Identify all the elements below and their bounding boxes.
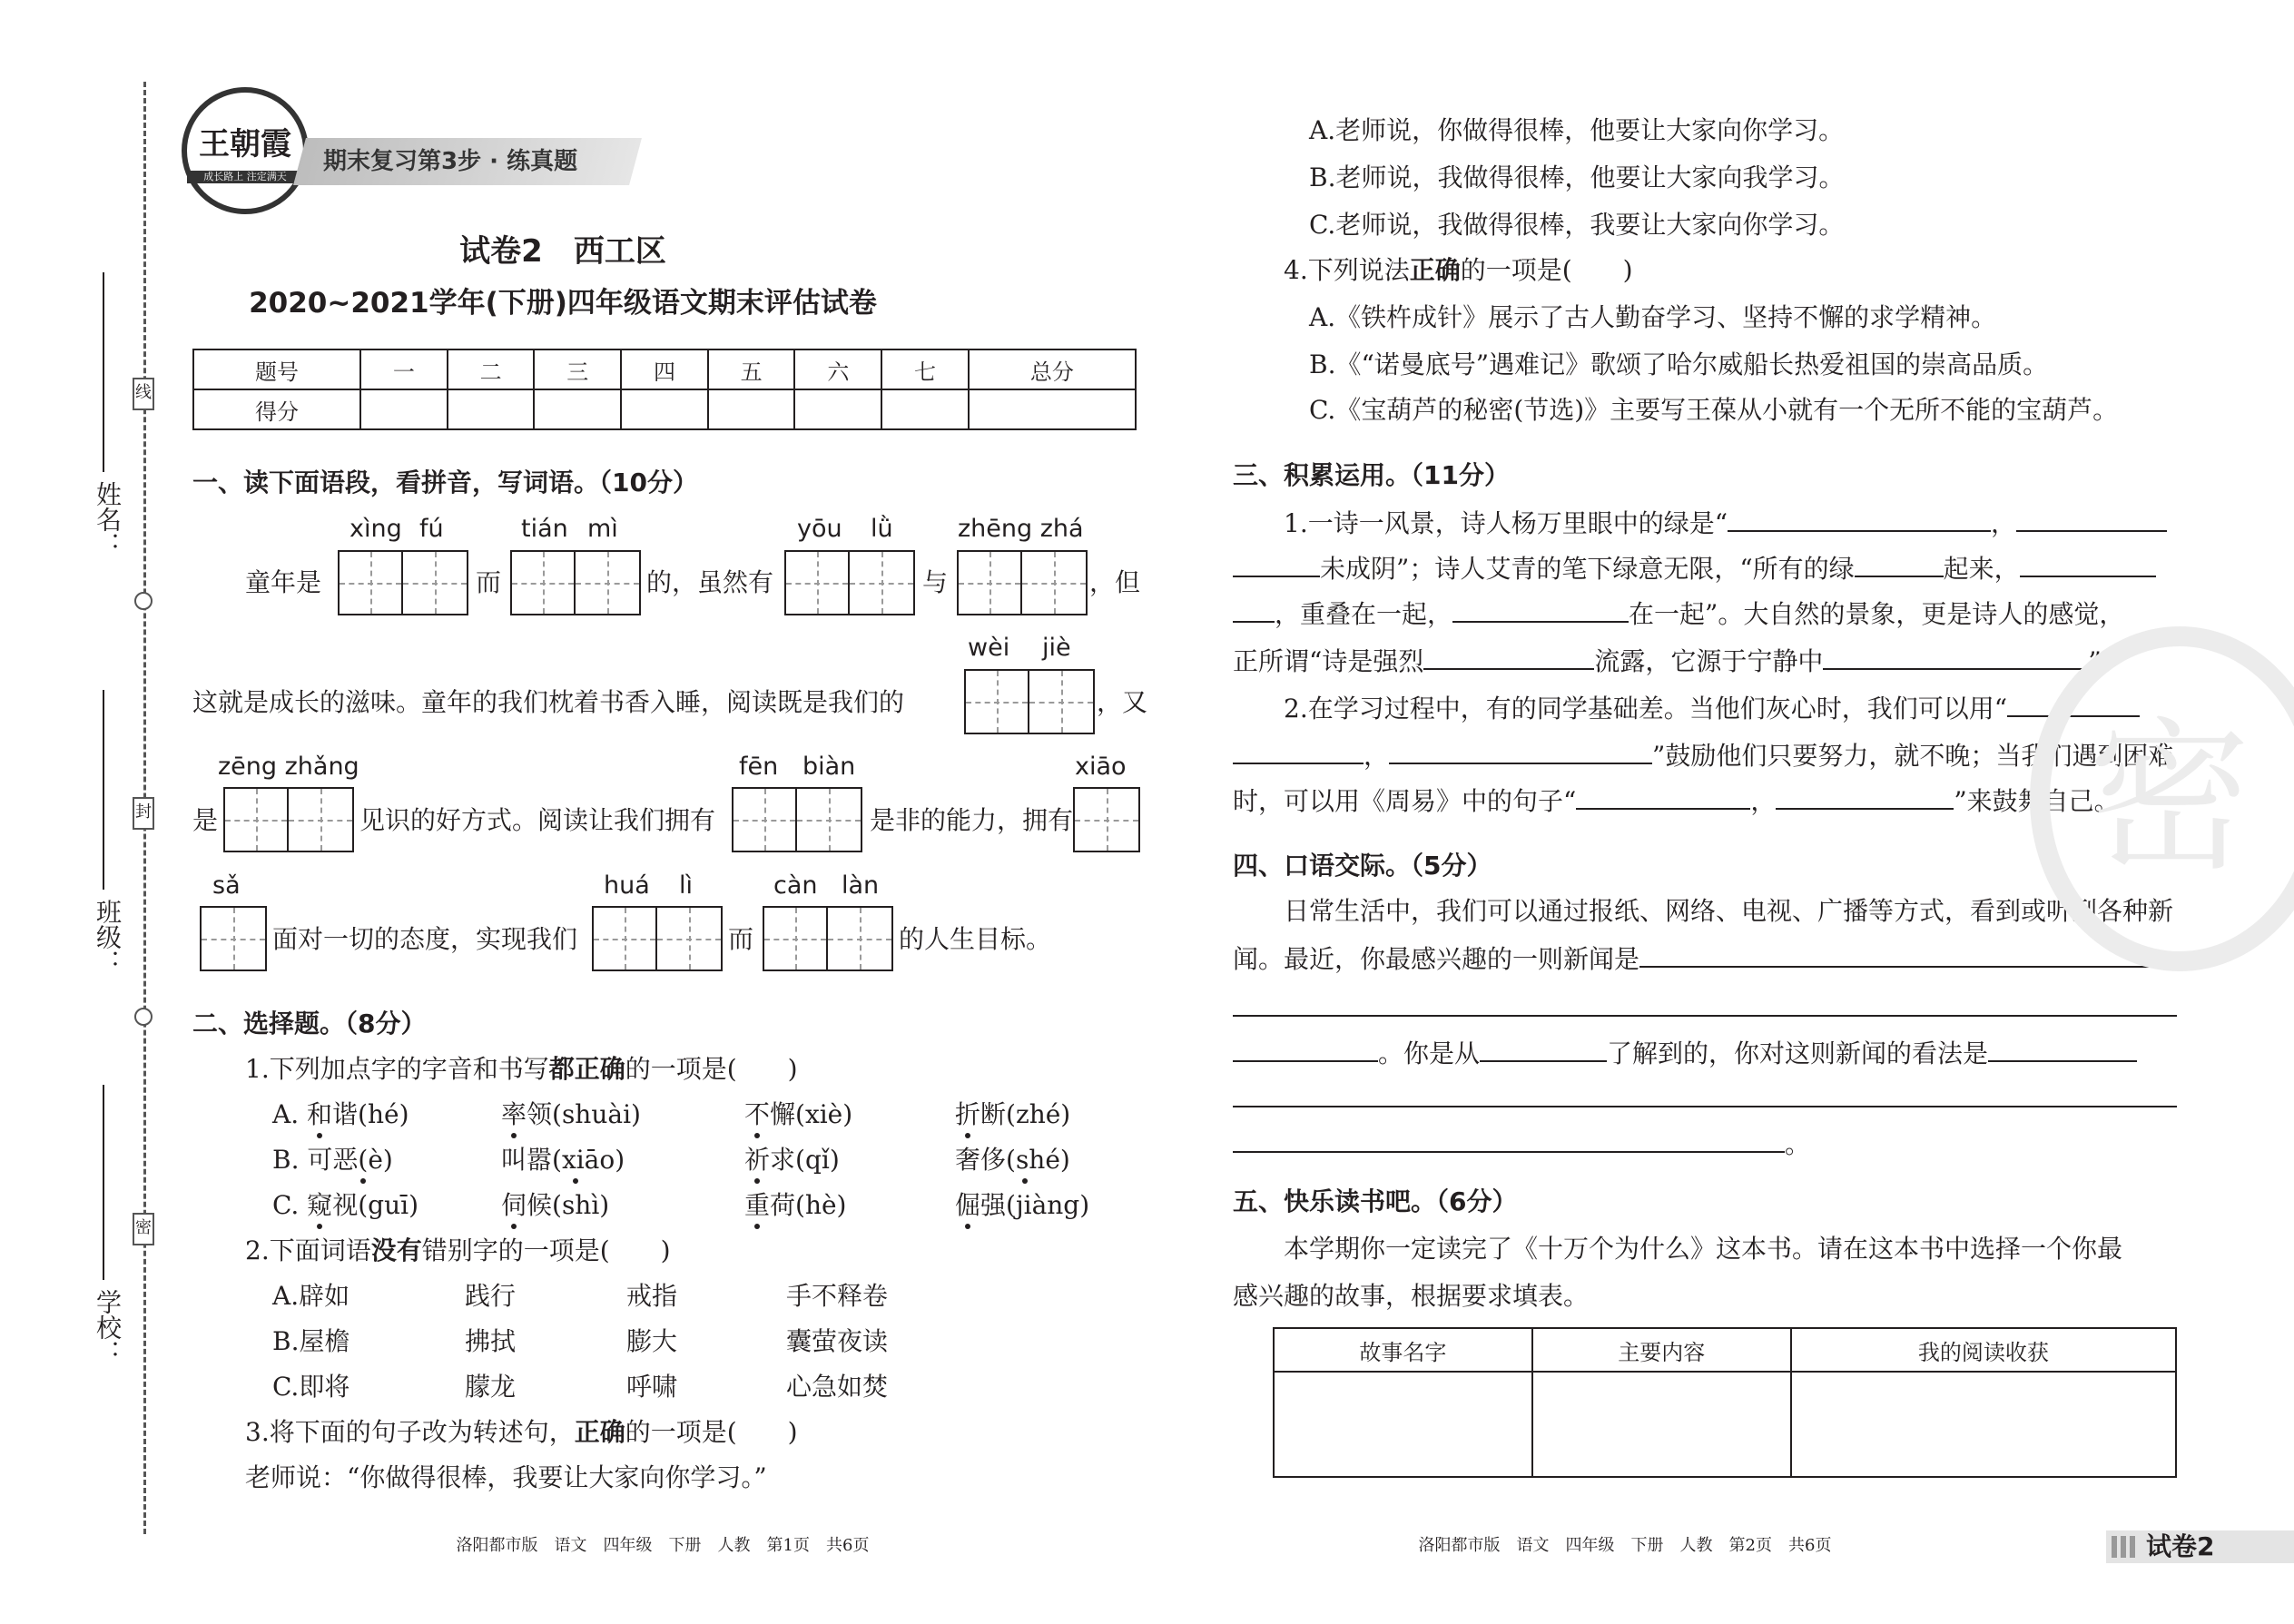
s3-text: ”。 xyxy=(2088,646,2127,676)
section5-heading: 五、快乐读书吧。（6分） xyxy=(1233,1186,1518,1216)
q3-option-b: B.老师说，我做得很棒，他要让大家向我学习。 xyxy=(1309,162,1845,192)
passage-text: ，但 xyxy=(1089,567,1141,597)
q2-option: A.辟如 xyxy=(272,1281,350,1311)
step-banner-text: 期末复习第3步 · 练真题 xyxy=(323,148,578,175)
q1-emphasis: 都正确 xyxy=(548,1054,625,1084)
answer-blank xyxy=(1576,782,1750,810)
passage-text: 的人生目标。 xyxy=(899,924,1052,954)
binding-circle xyxy=(134,1008,153,1026)
option-rest: 可 xyxy=(307,1145,333,1175)
score-cell: 总分 xyxy=(969,349,1136,389)
s3-line2 xyxy=(1233,550,2156,587)
passage-text: 与 xyxy=(922,567,949,597)
q1-option-c xyxy=(744,1187,846,1224)
section3-heading: 三、积累运用。（11分） xyxy=(1233,460,1510,490)
q3-text: 3.将下面的句子改为转述句， xyxy=(245,1417,575,1447)
s4-line2 xyxy=(1233,940,2155,978)
s4-line6 xyxy=(1233,1126,1810,1163)
score-cell: 三 xyxy=(534,349,621,389)
q1-option-a xyxy=(955,1097,1070,1133)
brand-logo-text: 王朝霞 xyxy=(199,126,291,162)
dotted-char: 伺 xyxy=(501,1190,527,1220)
option-rest: 强(jiàng) xyxy=(980,1190,1090,1220)
section4-heading: 四、口语交际。（5分） xyxy=(1233,851,1492,881)
q2-option: 囊萤夜读 xyxy=(786,1326,889,1356)
s3-line7 xyxy=(1233,782,2120,820)
reading-table-col: 我的阅读收获 xyxy=(1791,1328,2176,1372)
dotted-char: 倔 xyxy=(955,1190,981,1220)
score-cell: 六 xyxy=(794,349,881,389)
binding-circle xyxy=(134,592,153,610)
answer-blank xyxy=(1233,595,1275,623)
passage-text: 童年是 xyxy=(245,567,322,597)
option-rest: 奢 xyxy=(955,1145,981,1175)
q2-text: 错别字的一项是( ) xyxy=(421,1235,671,1265)
school-line xyxy=(103,1085,104,1280)
dotted-char: 恶(è) xyxy=(332,1145,393,1175)
paper-tag-pattern xyxy=(2112,1536,2137,1558)
reading-table-cell xyxy=(1791,1372,2176,1477)
answer-blank xyxy=(1776,782,1954,810)
answer-blank xyxy=(1988,1035,2137,1062)
answer-blank xyxy=(2020,550,2156,577)
score-table-header-row xyxy=(193,349,1136,389)
dotted-char: 窥 xyxy=(307,1190,333,1220)
footer-right: 洛阳都市版 语文 四年级 下册 人教 第2页 共6页 xyxy=(1418,1536,1832,1555)
q2-emphasis: 没有 xyxy=(370,1235,422,1265)
pinyin: fēn xyxy=(739,753,779,781)
reading-table-cell xyxy=(1274,1372,1532,1477)
q3-option-a: A.老师说，你做得很棒，他要让大家向你学习。 xyxy=(1309,115,1845,145)
s3-text: ”来鼓舞自己。 xyxy=(1954,786,2120,816)
watermark-glyph: 密 xyxy=(2088,704,2252,893)
q1-text: 的一项是( ) xyxy=(625,1054,798,1084)
q3-emphasis: 正确 xyxy=(574,1417,625,1447)
reading-table-col: 主要内容 xyxy=(1532,1328,1791,1372)
passage-text: 是 xyxy=(192,805,219,835)
s3-text: ， xyxy=(1750,786,1777,816)
s3-text: 2.在学习过程中，有的同学基础差。当他们灰心时，我们可以用“ xyxy=(1284,694,2008,723)
passage-text: 面对一切的态度，实现我们 xyxy=(272,924,578,954)
option-rest: 谐(hé) xyxy=(332,1099,409,1129)
option-rest: 求(qǐ) xyxy=(770,1145,840,1175)
s4-line1: 日常生活中，我们可以通过报纸、网络、电视、广播等方式，看到或听到各种新 xyxy=(1284,896,2174,926)
q2-option: 戒指 xyxy=(626,1281,678,1311)
q4-text: 4.下列说法 xyxy=(1284,255,1410,285)
s3-text: 正所谓“诗是强烈 xyxy=(1233,646,1424,676)
answer-blank xyxy=(1233,737,1364,764)
option-rest: 荷(hè) xyxy=(770,1190,847,1220)
s4-text: 闻。最近，你最感兴趣的一则新闻是 xyxy=(1233,944,1640,974)
class-line xyxy=(103,690,104,890)
answer-blank xyxy=(2016,505,2167,532)
score-cell xyxy=(881,389,969,429)
q1-option-a xyxy=(501,1097,641,1133)
option-letter: C. xyxy=(272,1190,300,1220)
score-cell xyxy=(360,389,448,429)
s3-text: 起来， xyxy=(1943,554,2020,584)
writing-box xyxy=(200,906,267,971)
score-table xyxy=(192,349,1137,430)
writing-box xyxy=(338,550,468,615)
writing-box xyxy=(510,550,641,615)
s3-line4 xyxy=(1233,643,2127,680)
q2-text: 2.下面词语 xyxy=(245,1235,371,1265)
writing-box xyxy=(784,550,915,615)
score-cell xyxy=(534,389,621,429)
paper-tag: 试卷2 xyxy=(2146,1531,2215,1561)
q2-option: 拂拭 xyxy=(465,1326,517,1356)
q1-option-b xyxy=(955,1142,1070,1178)
score-cell: 一 xyxy=(360,349,448,389)
q1-option-c xyxy=(501,1187,609,1224)
dotted-char: 折 xyxy=(955,1099,981,1129)
s3-text: 未成阴”；诗人艾青的笔下绿意无限，“所有的绿 xyxy=(1320,554,1855,584)
writing-box xyxy=(763,906,893,971)
writing-box xyxy=(1073,787,1140,852)
q1-option-c xyxy=(955,1187,1089,1224)
score-cell: 得分 xyxy=(193,389,360,429)
binding-mark-line: 线 xyxy=(133,378,154,410)
pinyin: xìng xyxy=(350,515,402,543)
passage-text: 是非的能力，拥有 xyxy=(870,805,1074,835)
pinyin: xiāo xyxy=(1075,753,1127,781)
binding-mark-seal: 封 xyxy=(133,797,154,830)
q1-option-b xyxy=(501,1142,625,1178)
score-cell xyxy=(621,389,708,429)
page-title: 试卷2 西工区 xyxy=(459,233,666,270)
question-3 xyxy=(245,1414,798,1451)
class-label: 班级： xyxy=(93,899,123,975)
s3-text: 流露，它源于宁静中 xyxy=(1594,646,1824,676)
pinyin: tián xyxy=(521,515,568,543)
answer-blank xyxy=(1389,737,1652,764)
s4-text: 。 xyxy=(1785,1129,1811,1159)
q2-option: 呼啸 xyxy=(626,1372,678,1402)
section1-heading: 一、读下面语段，看拼音，写词语。（10分） xyxy=(192,468,698,497)
q1-option-a xyxy=(272,1097,409,1133)
question-2 xyxy=(245,1233,671,1269)
answer-blank xyxy=(1233,1035,1378,1062)
s5-line1: 本学期你一定读完了《十万个为什么》这本书。请在这本书中选择一个你最 xyxy=(1284,1234,2123,1264)
name-label: 姓名： xyxy=(93,481,123,557)
score-cell: 七 xyxy=(881,349,969,389)
s3-text: ，重叠在一起， xyxy=(1275,599,1453,629)
q3-option-c: C.老师说，我做得很棒，我要让大家向你学习。 xyxy=(1309,210,1845,240)
answer-blank xyxy=(1233,1126,1785,1153)
pinyin: càn xyxy=(773,871,818,900)
s3-text: ， xyxy=(1991,508,2017,538)
q4-text: 的一项是( ) xyxy=(1460,255,1633,285)
q2-option: 膨大 xyxy=(626,1326,678,1356)
answer-line xyxy=(1233,1015,2177,1017)
brand-logo xyxy=(182,87,309,214)
reading-table-row xyxy=(1274,1372,2176,1477)
dotted-char: 重 xyxy=(744,1190,771,1220)
writing-box xyxy=(592,906,723,971)
score-cell: 五 xyxy=(708,349,795,389)
answer-blank xyxy=(1728,505,1991,532)
score-cell xyxy=(448,389,535,429)
pinyin: zēng zhǎng xyxy=(218,753,359,781)
dotted-char: 率 xyxy=(501,1099,527,1129)
pinyin: zhēng zhá xyxy=(958,515,1084,543)
score-cell: 二 xyxy=(448,349,535,389)
q2-option: 手不释卷 xyxy=(786,1281,889,1311)
option-rest: 懈(xiè) xyxy=(770,1099,853,1129)
answer-blank xyxy=(1233,550,1320,577)
option-rest: 视(guī) xyxy=(332,1190,419,1220)
brand-logo-sub: 成长路上 注定满天 xyxy=(187,171,303,183)
q2-option: 心急如焚 xyxy=(786,1372,889,1402)
score-cell xyxy=(969,389,1136,429)
passage-text: ，又 xyxy=(1097,687,1148,717)
pinyin: lì xyxy=(679,871,694,900)
dotted-char: 祈 xyxy=(744,1145,771,1175)
dotted-char: 侈(shé) xyxy=(980,1145,1070,1175)
reading-table xyxy=(1273,1327,2177,1478)
writing-box xyxy=(223,787,354,852)
writing-box xyxy=(964,669,1095,734)
s4-text: 。你是从 xyxy=(1378,1038,1481,1068)
s3-text: 时，可以用《周易》中的句子“ xyxy=(1233,786,1577,816)
question-1 xyxy=(245,1051,798,1088)
q3-text: 的一项是( ) xyxy=(625,1417,798,1447)
pinyin: biàn xyxy=(802,753,856,781)
passage-text: 而 xyxy=(728,924,754,954)
score-cell: 四 xyxy=(621,349,708,389)
option-rest: 叫 xyxy=(501,1145,527,1175)
pinyin: sǎ xyxy=(212,871,241,900)
s4-text: 了解到的，你对这则新闻的看法是 xyxy=(1607,1038,1989,1068)
answer-blank xyxy=(1423,643,1594,670)
writing-box xyxy=(732,787,862,852)
s3-line3 xyxy=(1233,595,2124,633)
q3-quote: 老师说：“你做得很棒，我要让大家向你学习。” xyxy=(245,1462,767,1492)
answer-blank xyxy=(1855,550,1944,577)
answer-blank xyxy=(1823,643,2088,670)
s5-line2: 感兴趣的故事，根据要求填表。 xyxy=(1233,1281,1590,1311)
s3-line1 xyxy=(1284,505,2167,542)
q2-option: 朦龙 xyxy=(465,1372,517,1402)
score-cell xyxy=(708,389,795,429)
pinyin: wèi xyxy=(968,634,1010,662)
pinyin: huá xyxy=(604,871,650,900)
dotted-char: 和 xyxy=(307,1099,333,1129)
reading-table-header xyxy=(1274,1328,2176,1372)
q2-option: 践行 xyxy=(465,1281,517,1311)
pinyin: yōu xyxy=(797,515,842,543)
q4-option-b: B.《“诺曼底号”遇难记》歌颂了哈尔威船长热爱祖国的崇高品质。 xyxy=(1309,349,2049,379)
q1-option-b xyxy=(744,1142,840,1178)
reading-table-cell xyxy=(1532,1372,1791,1477)
q4-option-a: A.《铁杵成针》展示了古人勤奋学习、坚持不懈的求学精神。 xyxy=(1309,302,1997,332)
answer-blank xyxy=(1480,1035,1607,1062)
q2-option: C.即将 xyxy=(272,1372,350,1402)
q1-option-c xyxy=(272,1187,418,1224)
answer-line xyxy=(1233,1106,2177,1107)
score-table-score-row xyxy=(193,389,1136,429)
school-label: 学校： xyxy=(93,1289,123,1365)
passage-text: 这就是成长的滋味。童年的我们枕着书香入睡，阅读既是我们的 xyxy=(192,687,905,717)
option-rest: 候(shì) xyxy=(527,1190,610,1220)
pinyin: fú xyxy=(419,515,444,543)
q1-option-a xyxy=(744,1097,852,1133)
pinyin: jiè xyxy=(1042,634,1071,662)
question-4 xyxy=(1284,252,1633,289)
score-cell: 题号 xyxy=(193,349,360,389)
passage-text: 见识的好方式。阅读让我们拥有 xyxy=(359,805,716,835)
option-rest: 断(zhé) xyxy=(980,1099,1071,1129)
q1-text: 1.下列加点字的字音和书写 xyxy=(245,1054,549,1084)
passage-text: 而 xyxy=(476,567,502,597)
passage-text: 的，虽然有 xyxy=(646,567,774,597)
reading-table-col: 故事名字 xyxy=(1274,1328,1532,1372)
q4-option-c: C.《宝葫芦的秘密(节选)》主要写王葆从小就有一个无所不能的宝葫芦。 xyxy=(1309,395,2119,425)
s3-text: 1.一诗一风景，诗人杨万里眼中的绿是“ xyxy=(1284,508,1728,538)
s3-text: ， xyxy=(1364,741,1390,771)
answer-blank xyxy=(1452,595,1629,623)
dotted-char: 嚣(xiāo) xyxy=(527,1145,625,1175)
option-letter: B. xyxy=(272,1145,300,1175)
writing-box xyxy=(957,550,1088,615)
pinyin: làn xyxy=(842,871,880,900)
score-cell xyxy=(794,389,881,429)
page-subtitle: 2020~2021学年(下册)四年级语文期末评估试卷 xyxy=(249,287,877,320)
s4-line4 xyxy=(1233,1035,2137,1072)
q2-option: B.屋檐 xyxy=(272,1326,350,1356)
pinyin: lǜ xyxy=(871,515,893,543)
option-letter: A. xyxy=(272,1099,300,1129)
answer-blank xyxy=(1639,940,2155,968)
option-rest: 领(shuài) xyxy=(527,1099,641,1129)
pinyin: mì xyxy=(587,515,618,543)
section2-heading: 二、选择题。（8分） xyxy=(192,1009,427,1038)
q1-option-b xyxy=(272,1142,393,1178)
binding-mark-dense: 密 xyxy=(133,1213,154,1245)
s3-line5 xyxy=(1284,690,2140,727)
q4-emphasis: 正确 xyxy=(1409,255,1461,285)
dotted-char: 不 xyxy=(744,1099,771,1129)
s3-text: ”鼓励他们只要努力，就不晚；当我们遇到困难 xyxy=(1652,741,2174,771)
footer-left: 洛阳都市版 语文 四年级 下册 人教 第1页 共6页 xyxy=(456,1536,870,1555)
s3-text: 在一起”。大自然的景象，更是诗人的感觉， xyxy=(1629,599,2125,629)
